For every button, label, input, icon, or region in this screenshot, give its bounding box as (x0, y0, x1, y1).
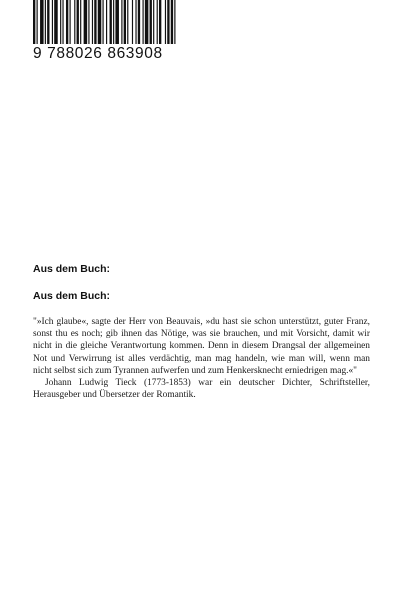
barcode-bar (165, 0, 166, 44)
barcode-bar (84, 0, 88, 44)
barcode-bar (143, 0, 144, 44)
barcode-bar (94, 0, 96, 44)
barcode-bar (153, 0, 154, 44)
barcode-bars (33, 0, 179, 44)
book-excerpt (33, 316, 370, 401)
barcode-bar (62, 0, 63, 44)
section-heading: Aus dem Buch: (33, 263, 111, 275)
author-paragraph: Johann Ludwig Tieck (1773-1853) war ein deutscher Dichter, Schriftsteller, Herausgeber und Übersetzer der Romantik. (33, 378, 370, 401)
barcode-bar (110, 0, 112, 44)
barcode-bar (124, 0, 126, 44)
barcode-bar (127, 0, 128, 44)
barcode-bar (40, 0, 44, 44)
barcode-bar (102, 0, 103, 44)
barcode-bar (121, 0, 122, 44)
isbn-number: 9 788026 863908 (33, 45, 163, 62)
barcode-bar (88, 0, 89, 44)
barcode-bar (66, 0, 68, 44)
section-heading: Aus dem Buch: (33, 290, 111, 302)
barcode-bar (74, 0, 75, 44)
barcode-bar (33, 0, 35, 44)
barcode-bar (115, 0, 119, 44)
barcode-bar (157, 0, 158, 44)
barcode-bar (150, 0, 152, 44)
barcode-bar (106, 0, 107, 44)
barcode-bar (45, 0, 46, 44)
barcode-bar (145, 0, 149, 44)
isbn-barcode (33, 0, 179, 80)
barcode-bar (138, 0, 140, 44)
barcode-bar (113, 0, 114, 44)
barcode-bar (77, 0, 79, 44)
barcode-bar (47, 0, 49, 44)
barcode-bar (54, 0, 58, 44)
barcode-bar (167, 0, 169, 44)
barcode-bar (98, 0, 102, 44)
barcode-bar (92, 0, 93, 44)
barcode-bar (171, 0, 173, 44)
barcode-bar (60, 0, 61, 44)
barcode-bar (52, 0, 53, 44)
barcode-bar (80, 0, 81, 44)
barcode-bar (135, 0, 136, 44)
barcode-bar (132, 0, 133, 44)
barcode-bar (37, 0, 38, 44)
quote-paragraph: "»Ich glaube«, sagte der Herr von Beauvais, »du hast sie schon unterstützt, guter Franz, sonst thu es noch; gib ihnen das Nötige, was sie brauchen, und mit Vorsicht, damit wir nicht in die gleiche Verantwortung kommen. Denn in diesem Drangsal der allgemeinen Not und Verwirrung ist alles verdächtig, man mag handeln, wie man will, wenn man nicht selbst sich zum Tyrannen aufwerfen und zum Henkersknecht erniedrigen mag.«" (33, 317, 370, 376)
barcode-bar (70, 0, 71, 44)
barcode-bar (159, 0, 161, 44)
barcode-bar (174, 0, 175, 44)
